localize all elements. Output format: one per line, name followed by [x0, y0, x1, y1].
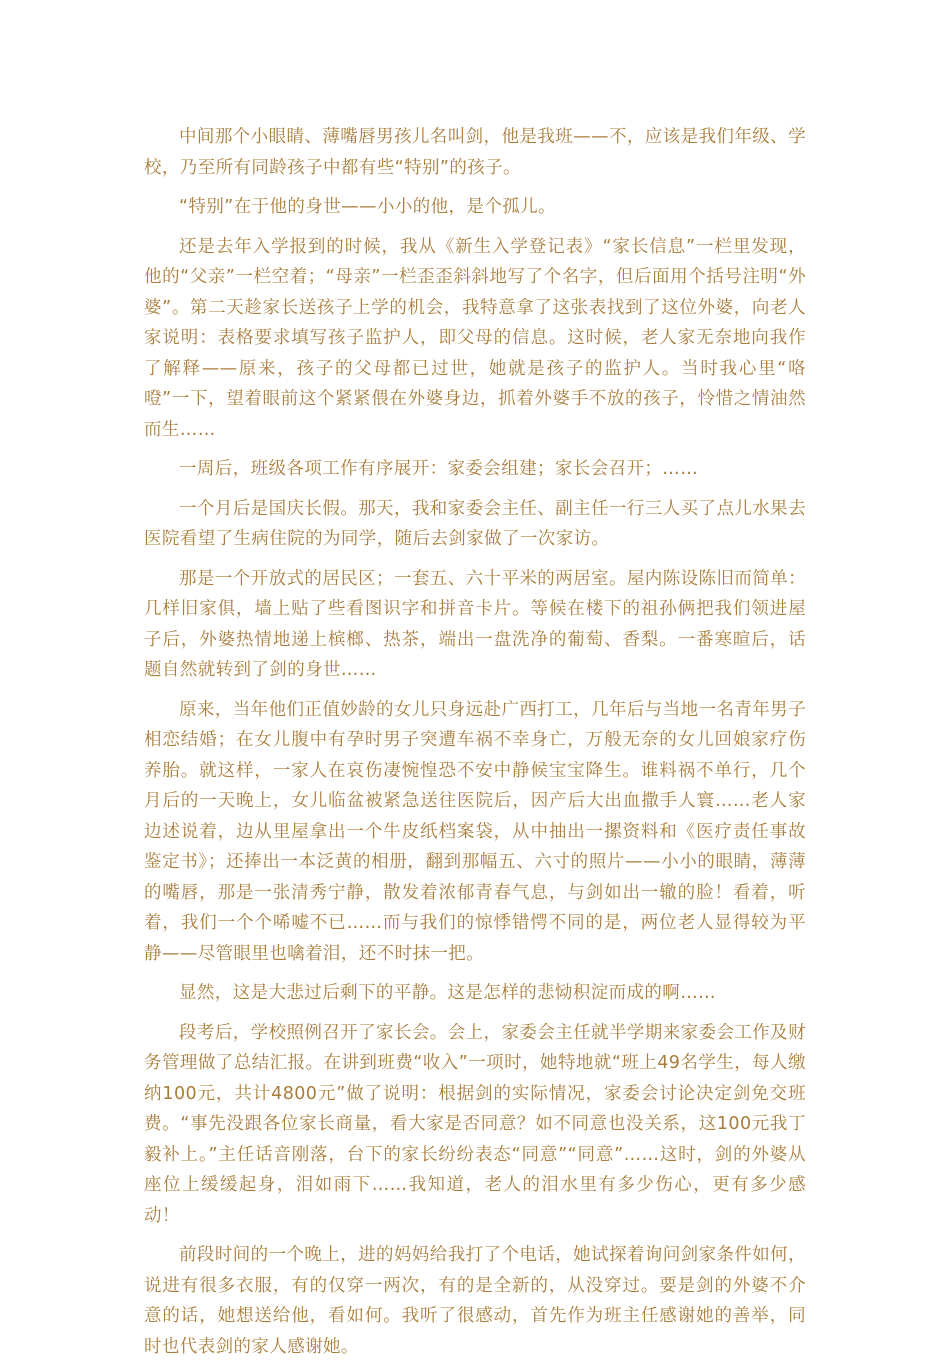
paragraph-8: 显然，这是大悲过后剩下的平静。这是怎样的悲恸积淀而成的啊……	[179, 983, 716, 1003]
paragraph-3: 还是去年入学报到的时候，我从《新生入学登记表》“家长信息”一栏里发现，他的“父亲”一栏空着；“母亲”一栏歪歪斜斜地写了个名字，但后面用个括号注明“外婆”。第二天趁家长送孩子上学的机会，我特意拿了这张表找到了这位外婆，向老人家说明：表格要求填写孩子监护人，即父母的信息。这时候，老人家无奈地向我作了解释——原来，孩子的父母都已过世，她就是孩子的监护人。当时我心里“咯噔”一下，望着眼前这个紧紧偎在外婆身边，抓着外婆手不放的孩子，怜惜之情油然而生……	[144, 236, 806, 440]
paragraph-10: 前段时间的一个晚上，进的妈妈给我打了个电话，她试探着询问剑家条件如何，说进有很多衣服，有的仅穿一两次，有的是全新的，从没穿过。要是剑的外婆不介意的话，她想送给他，看如何。我听了很感动，首先作为班主任感谢她的善举，同时也代表剑的家人感谢她。	[144, 1245, 806, 1357]
paragraph-6: 那是一个开放式的居民区；一套五、六十平米的两居室。屋内陈设陈旧而简单：几样旧家俱，墙上贴了些看图识字和拼音卡片。等候在楼下的祖孙俩把我们领进屋子后，外婆热情地递上槟榔、热茶，端出一盘洗净的葡萄、香梨。一番寒暄后，话题自然就转到了剑的身世……	[144, 568, 806, 680]
paragraph-1: 中间那个小眼睛、薄嘴唇男孩儿名叫剑，他是我班——不，应该是我们年级、学校，乃至所有同龄孩子中都有些“特别”的孩子。	[144, 127, 806, 178]
paragraph-5: 一个月后是国庆长假。那天，我和家委会主任、副主任一行三人买了点儿水果去医院看望了生病住院的为同学，随后去剑家做了一次家访。	[144, 498, 806, 549]
paragraph-4: 一周后，班级各项工作有序展开：家委会组建；家长会召开；……	[179, 459, 699, 479]
paragraph-2: “特别”在于他的身世——小小的他，是个孤儿。	[179, 197, 556, 217]
paragraph-7: 原来，当年他们正值妙龄的女儿只身远赴广西打工，几年后与当地一名青年男子相恋结婚；在女儿腹中有孕时男子突遭车祸不幸身亡，万般无奈的女儿回娘家疗伤养胎。就这样，一家人在哀伤凄惋惶恐不安中静候宝宝降生。谁料祸不单行，几个月后的一天晚上，女儿临盆被紧急送往医院后，因产后大出血撒手人寰……老人家边述说着，边从里屋拿出一个牛皮纸档案袋，从中抽出一摞资料和《医疗责任事故鉴定书》；还捧出一本泛黄的相册，翻到那幅五、六寸的照片——小小的眼睛，薄薄的嘴唇，那是一张清秀宁静，散发着浓郁青春气息，与剑如出一辙的脸！看着，听着，我们一个个唏嘘不已……而与我们的惊悸错愕不同的是，两位老人显得较为平静——尽管眼里也噙着泪，还不时抹一把。	[144, 699, 806, 964]
paragraph-9: 段考后，学校照例召开了家长会。会上，家委会主任就半学期来家委会工作及财务管理做了总结汇报。在讲到班费“收入”一项时，她特地就“班上49名学生，每人缴纳100元，共计4800元”做了说明：根据剑的实际情况，家委会讨论决定剑免交班费。“事先没跟各位家长商量，看大家是否同意？如不同意也没关系，这100元我丁毅补上。”主任话音刚落，台下的家长纷纷表态“同意”“同意”……这时，剑的外婆从座位上缓缓起身，泪如雨下……我知道，老人的泪水里有多少伤心，更有多少感动！	[144, 1022, 806, 1226]
article-body	[144, 122, 806, 1371]
